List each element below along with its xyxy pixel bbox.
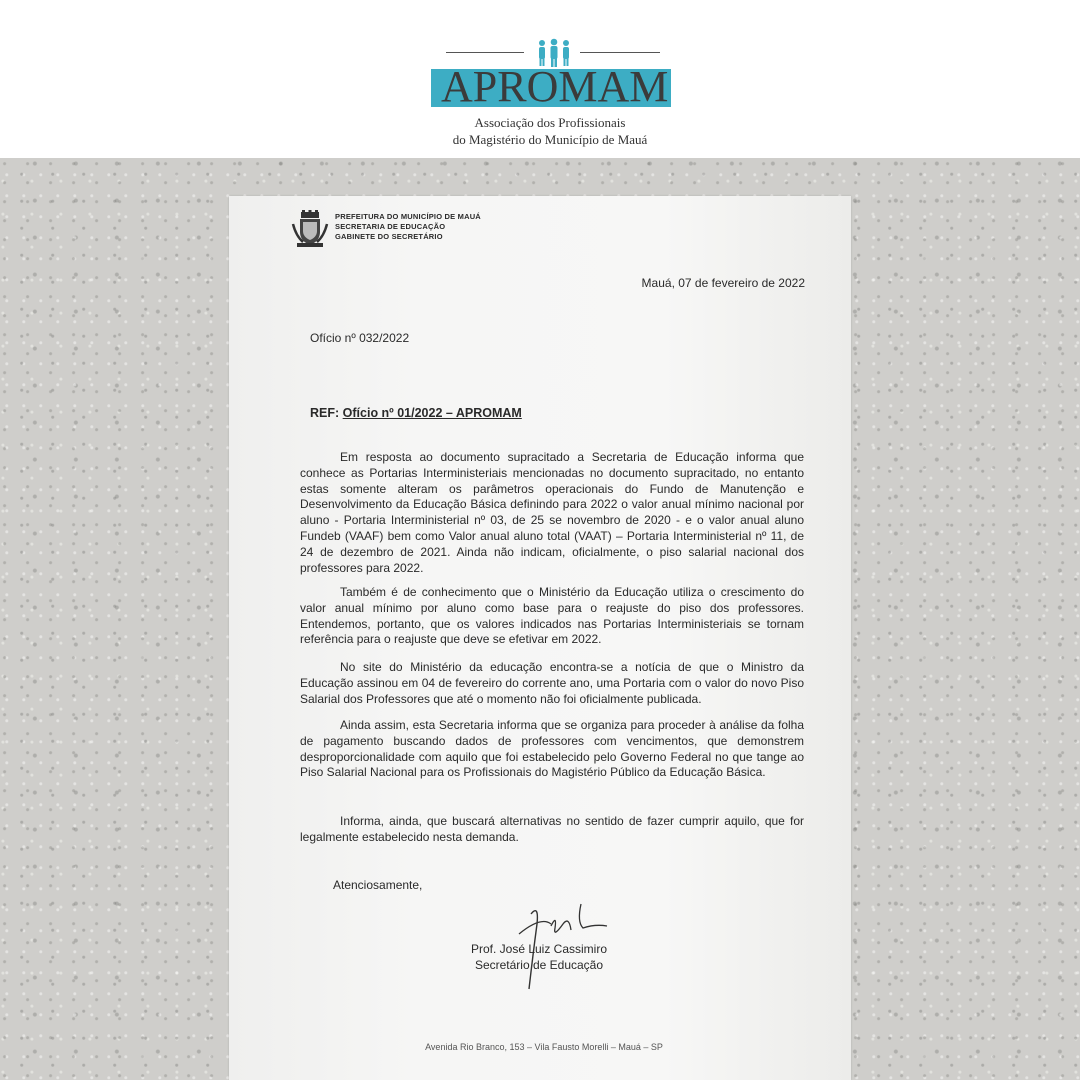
letter-date: Mauá, 07 de fevereiro de 2022: [641, 276, 805, 290]
logo-divider-right: [580, 52, 660, 53]
reference-line: [310, 406, 522, 420]
logo-subtitle-2: do Magistério do Município de Mauá: [452, 132, 648, 147]
paragraph-text: Também é de conhecimento que o Ministério da Educação utiliza o crescimento do valor anual mínimo por aluno como base para o reajuste do piso dos professores. Entendemos, portanto, que os valores indicados nas Portarias Interministeriais se tornam referência para o reajuste que deve se efetivar em 2022.: [300, 585, 804, 647]
header: [0, 0, 1080, 158]
signer-name: Prof. José Luiz Cassimiro: [470, 942, 608, 956]
coat-of-arms-icon: [291, 210, 329, 248]
paragraph-text: Informa, ainda, que buscará alternativas no sentido de fazer cumprir aquilo, que for legalmente estabelecido nesta demanda.: [300, 814, 804, 844]
paragraph-text: No site do Ministério da educação encontra-se a notícia de que o Ministro da Educação assinou em 04 de fevereiro do corrente ano, uma Portaria com o valor do novo Piso Salarial dos Professores que até o momento não foi oficialmente publicada.: [300, 660, 804, 706]
letter-page: [229, 196, 851, 1080]
logo-divider-left: [446, 52, 524, 53]
logo-subtitle-1: Associação dos Profissionais: [474, 115, 626, 130]
paragraph-text: Ainda assim, esta Secretaria informa que se organiza para proceder à análise da folha de pagamento buscando dados de professores com vencimentos, que demonstrem desproporcionalidade com aquilo que foi estabelecido pelo Governo Federal no que tange ao Piso Salarial Nacional para os Profissionais do Magistério Público da Educação Básica.: [300, 718, 804, 780]
letter-footer: Avenida Rio Branco, 153 – Vila Fausto Morelli – Mauá – SP: [425, 1042, 663, 1052]
signer-title: Secretário de Educação: [474, 958, 604, 972]
ref-value: Ofício nº 01/2022 – APROMAM: [342, 406, 522, 420]
paragraph: [300, 718, 804, 781]
paragraph: [300, 585, 804, 648]
institution-line: SECRETARIA DE EDUCAÇÃO: [335, 222, 446, 231]
ref-label: REF:: [310, 406, 340, 420]
institution-line: GABINETE DO SECRETÁRIO: [335, 232, 443, 241]
paragraph: [300, 450, 804, 576]
logo-text: APROMAM: [441, 62, 669, 111]
closing: Atenciosamente,: [333, 878, 423, 892]
institution-header: [335, 212, 481, 242]
paragraph: [300, 660, 804, 707]
signer-block: [449, 941, 629, 973]
institution-line: PREFEITURA DO MUNICÍPIO DE MAUÁ: [335, 212, 481, 221]
paragraph-text: Em resposta ao documento supracitado a Secretaria de Educação informa que conhece as Portarias Interministeriais mencionadas no documento supracitado, no entanto estas somente alteram os parâmetros operacionais do Fundo de Manutenção e Desenvolvimento da Educação Básica definindo para 2022 o valor anual mínimo nacional por aluno - Portaria Interministerial nº 03, de 25 se novembro de 2020 - e o valor anual aluno Fundeb (VAAF) bem como Valor anual aluno total (VAAT) – Portaria Interministerial nº 11, de 24 de dezembro de 2021. Ainda não indicam, oficialmente, o piso salarial nacional dos professores para 2022.: [300, 450, 804, 575]
paragraph: [300, 814, 804, 846]
oficio-number: Ofício nº 032/2022: [310, 331, 410, 345]
